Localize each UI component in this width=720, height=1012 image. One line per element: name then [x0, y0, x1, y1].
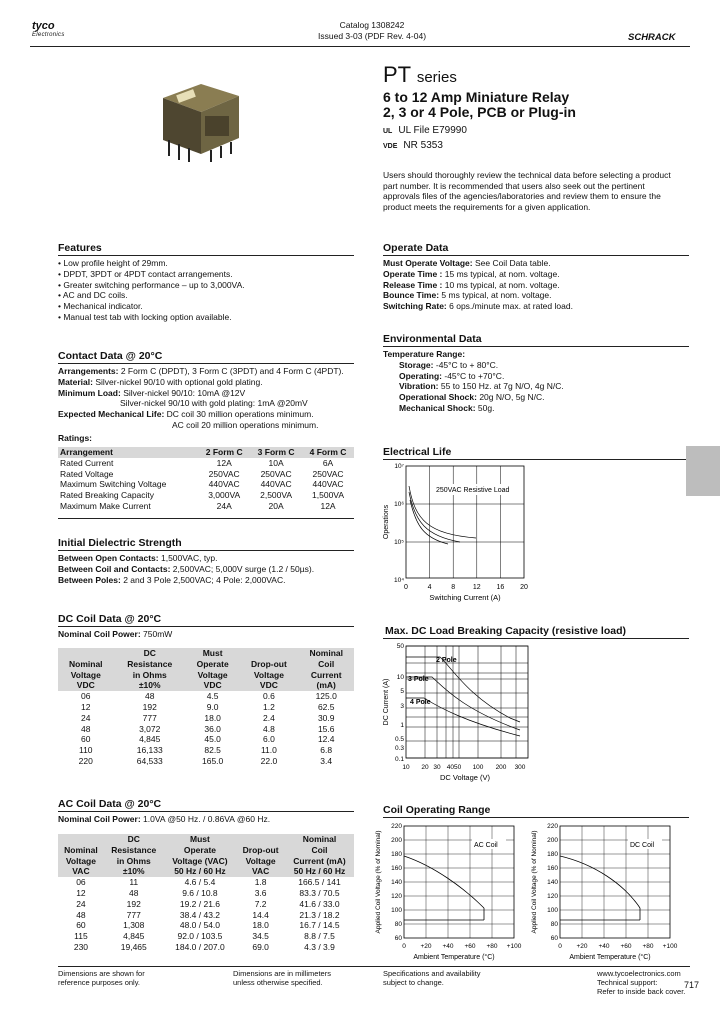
mdc-xtick: 10: [402, 764, 410, 771]
ratings-cell: Rated Current: [60, 457, 114, 468]
feature-item: • Mechanical indicator.: [58, 301, 354, 312]
dc_coil-cell: 62.5: [317, 701, 335, 712]
ratings-cell: 250VAC: [208, 468, 240, 479]
dc_coil-row: [58, 734, 354, 745]
ac_coil-cell: 11: [129, 877, 139, 888]
operate-body: [383, 258, 689, 312]
cr-xtick: +20: [420, 943, 432, 950]
el-xtick: 12: [472, 584, 481, 591]
el-xtick: 8: [451, 584, 456, 591]
cr-ytick: 120: [547, 893, 558, 900]
ratings-cell: 1,500VA: [312, 490, 345, 501]
ac_coil-cell: 38.4 / 43.2: [179, 909, 221, 920]
ul-file: UL UL File E79990: [383, 125, 467, 136]
intro-text: Users should thoroughly review the technical data before selecting a product part number. It is recommended that users also seek out the pertinent approvals files of the agencies/laboratories and review them to ensure the product meets the requirements for a given application.: [383, 170, 671, 212]
ac_coil-header: Must Operate Voltage (VAC) 50 Hz / 60 Hz: [164, 834, 237, 877]
mdc-xtick: 100: [472, 764, 484, 771]
dc_coil-cell: 60: [81, 734, 91, 745]
cr-xtick: +20: [576, 943, 588, 950]
section-tab: [686, 446, 720, 496]
logo-subtitle: Electronics: [32, 32, 65, 38]
footer-col1: Dimensions are shown for reference purposes only.: [58, 969, 145, 987]
mdc-ytick: 1: [400, 722, 404, 729]
ac-coil-table: [58, 834, 354, 953]
cr-ylabel: Applied Coil Voltage (% of Nominal): [531, 830, 538, 934]
cr-ytick: 100: [547, 907, 558, 914]
ac_coil-row: [58, 920, 354, 931]
ratings-cell: 12A: [320, 500, 336, 511]
dc_coil-cell: 18.0: [204, 712, 221, 723]
dc_coil-cell: 24: [81, 712, 91, 723]
mdc-ytick: 3: [400, 703, 404, 710]
ac_coil-cell: 83.3 / 70.5: [299, 887, 340, 898]
dc-coil-title: DC Coil Data @ 20°C: [58, 613, 162, 625]
footer-rule: [58, 966, 690, 967]
contact-rule: [58, 363, 354, 364]
dc_coil-cell: 36.0: [204, 723, 221, 734]
dc_coil-cell: 192: [142, 701, 157, 712]
ratings-cell: 250VAC: [260, 468, 292, 479]
ratings-cell: 440VAC: [208, 479, 240, 490]
ac_coil-cell: 24: [76, 898, 86, 909]
feature-item: • Manual test tab with locking option available.: [58, 312, 354, 323]
ac_coil-cell: 1.8: [254, 877, 267, 888]
dc_coil-cell: 3,072: [139, 723, 161, 734]
ac_coil-cell: 41.6 / 33.0: [299, 898, 340, 909]
environment-title: Environmental Data: [383, 333, 482, 345]
dc_coil-header: Must Operate Voltage VDC: [186, 648, 239, 691]
cr-ytick: 60: [550, 935, 558, 942]
mdc-ytick: 0.5: [394, 736, 404, 743]
page-number: 717: [684, 980, 700, 990]
contact-title: Contact Data @ 20°C: [58, 350, 163, 362]
ratings-cell: 12A: [216, 457, 232, 468]
cr-ytick: 140: [547, 879, 558, 886]
cr-ytick: 180: [547, 851, 558, 858]
dc_coil-cell: 4.8: [262, 723, 275, 734]
ac_coil-cell: 06: [76, 877, 86, 888]
dc_coil-cell: 82.5: [204, 745, 221, 756]
vde-icon: VDE: [383, 143, 398, 150]
dc_coil-cell: 15.6: [317, 723, 335, 734]
ac-coil-power: Nominal Coil Power: 1.0VA @50 Hz. / 0.86VA @60 Hz.: [58, 814, 271, 824]
ac_coil-cell: 4.6 / 5.4: [184, 877, 216, 888]
ac_coil-cell: 18.0: [252, 920, 269, 931]
dielectric-title: Initial Dielectric Strength: [58, 537, 182, 549]
ratings-cell: 10A: [268, 457, 284, 468]
catalog-info: Catalog 1308242 Issued 3-03 (PDF Rev. 4-04): [318, 20, 427, 41]
ac_coil-cell: 184.0 / 207.0: [175, 941, 225, 952]
dc_coil-cell: 22.0: [260, 755, 278, 766]
dc_coil-cell: 165.0: [202, 755, 224, 766]
feature-item: • DPDT, 3PDT or 4PDT contact arrangements.: [58, 269, 354, 280]
ac_coil-cell: 230: [73, 941, 89, 952]
dc_coil-cell: 16,133: [136, 745, 163, 756]
operate-row: Operate Time : 15 ms typical, at nom. voltage.: [383, 268, 560, 279]
ratings-cell: 440VAC: [312, 479, 344, 490]
dc_coil-cell: 48: [144, 691, 155, 702]
dc_coil-cell: 110: [78, 745, 93, 756]
ac_coil-row: [58, 931, 354, 942]
series-title: PT series: [383, 62, 457, 87]
dc-coil-power: Nominal Coil Power: 750mW: [58, 629, 173, 639]
ratings-header: 3 Form C: [250, 447, 302, 458]
ac_coil-cell: 115: [74, 931, 88, 942]
el-xtick: 4: [427, 584, 432, 591]
electrical-life-chart: [380, 460, 540, 605]
cr-ytick: 80: [394, 921, 402, 928]
cr-ytick: 160: [391, 865, 402, 872]
ratings-row: [58, 501, 354, 512]
dc-coil-range-chart: [531, 823, 678, 961]
ratings-row: [58, 490, 354, 501]
ac_coil-header: Drop-out Voltage VAC: [236, 834, 285, 877]
contact-body: Arrangements: 2 Form C (DPDT), 3 Form C (3PDT) and 4 Form C (4PDT). Material: Silver-nickel 90/10 with optional gold plating. Minimum Load: Silver-nickel 90/10: 10mA @12V Silver-nickel 90/10 with gold plating: 1mA @20mV Expected Mechanical Life: DC coil 30 million operations minimum. AC coil 20 million operations minimum. Ratings:: [58, 366, 344, 443]
max-dc-ylabel: DC Current (A): [383, 678, 390, 726]
dc_coil-cell: 30.9: [317, 712, 335, 723]
ratings-row: [58, 479, 354, 490]
dc_coil-cell: 6.0: [262, 734, 275, 745]
cr-ytick: 200: [391, 837, 402, 844]
ac_coil-header: Nominal Coil Current (mA) 50 Hz / 60 Hz: [285, 834, 354, 877]
cr-ylabel: Applied Coil Voltage (% of Nominal): [375, 830, 382, 934]
cr-ytick: 140: [391, 879, 402, 886]
dc_coil-cell: 3.4: [320, 755, 333, 766]
cr-ytick: 80: [550, 921, 558, 928]
cr-xtick: +40: [598, 943, 610, 950]
dc_coil-cell: 64,533: [136, 755, 163, 766]
ac_coil-cell: 4,845: [123, 931, 145, 942]
max-dc-xlabel: DC Voltage (V): [439, 773, 491, 782]
dc_coil-header: Drop-out Voltage VDC: [239, 648, 298, 691]
features-rule: [58, 255, 354, 256]
dc_coil-header: DC Resistance in Ohms ±10%: [114, 648, 186, 691]
footer-col4: www.tycoelectronics.com Technical support: Refer to inside back cover.: [597, 969, 686, 996]
dc_coil-header: Nominal Voltage VDC: [58, 648, 114, 691]
environment-row: Operating: -45°C to +70°C.: [399, 370, 505, 381]
ac_coil-cell: 60: [76, 920, 86, 931]
ac_coil-cell: 21.3 / 18.2: [299, 909, 340, 920]
cr-ytick: 220: [547, 823, 558, 830]
ac_coil-cell: 1,308: [123, 920, 145, 931]
environment-row: Mechanical Shock: 50g.: [399, 402, 495, 413]
ac-coil-title: AC Coil Data @ 20°C: [58, 798, 162, 810]
cr-label: AC Coil: [474, 842, 498, 849]
dc_coil-cell: 9.0: [206, 701, 219, 712]
ratings-cell: Maximum Switching Voltage: [60, 479, 167, 490]
dc_coil-row: [58, 691, 354, 702]
dielectric-rule: [58, 550, 354, 551]
cr-xlabel: Ambient Temperature (°C): [569, 954, 651, 961]
elec-life-annotation: 250VAC Resistive Load: [436, 487, 510, 494]
dc_coil-row: [58, 724, 354, 735]
ratings-header: Arrangement: [58, 447, 198, 458]
mdc-ytick: 0.1: [394, 756, 404, 763]
ac_coil-row: [58, 899, 354, 910]
ac-coil-rule: [58, 811, 354, 812]
ratings-cell: Rated Voltage: [60, 468, 114, 479]
dc_coil-cell: 12.4: [317, 734, 335, 745]
ac_coil-cell: 48: [76, 909, 86, 920]
ratings-cell: 24A: [216, 500, 232, 511]
cr-ytick: 100: [391, 907, 402, 914]
ac_coil-cell: 166.5 / 141: [298, 877, 341, 888]
ratings-cell: 20A: [268, 500, 284, 511]
elec-life-ylabel: Operations: [383, 504, 390, 540]
cr-xtick: 0: [402, 943, 406, 950]
ratings-row: [58, 469, 354, 480]
mdc-ytick: 50: [396, 643, 404, 650]
environment-row: Vibration: 55 to 150 Hz. at 7g N/O, 4g N/C.: [399, 381, 564, 392]
cr-xlabel: Ambient Temperature (°C): [413, 954, 495, 961]
ac_coil-cell: 4.3 / 3.9: [304, 941, 335, 952]
environment-row: Storage: -45°C to + 80°C.: [399, 359, 499, 370]
operate-row: Must Operate Voltage: See Coil Data table.: [383, 258, 551, 268]
ratings-cell: 3,000VA: [208, 490, 241, 501]
ac_coil-cell: 34.5: [252, 931, 269, 942]
el-xtick: 16: [496, 584, 505, 591]
operate-row: Switching Rate: 6 ops./minute max. at rated load.: [383, 301, 573, 312]
dc_coil-row: [58, 745, 354, 756]
dc_coil-cell: 1.2: [262, 701, 275, 712]
dc_coil-cell: 48: [81, 723, 91, 734]
ac_coil-cell: 192: [126, 898, 141, 909]
ac_coil-cell: 8.8 / 7.5: [304, 931, 335, 942]
ratings-cell: 2,500VA: [260, 490, 293, 501]
ac_coil-cell: 92.0 / 103.5: [177, 931, 223, 942]
ratings-cell: Rated Breaking Capacity: [60, 490, 155, 501]
cr-ytick: 220: [391, 823, 402, 830]
cr-ytick: 120: [391, 893, 402, 900]
dc_coil-cell: 12: [81, 701, 91, 712]
cr-xtick: 0: [558, 943, 562, 950]
coil-range-title: Coil Operating Range: [383, 804, 491, 816]
features-list: [58, 258, 354, 323]
ratings-cell: 250VAC: [312, 468, 344, 479]
schrack-brand: SCHRACK: [628, 32, 676, 43]
dc_coil-cell: 2.4: [262, 712, 275, 723]
dc_coil-row: [58, 713, 354, 724]
cr-xtick: +80: [486, 943, 498, 950]
ac_coil-cell: 19.2 / 21.6: [179, 898, 221, 909]
ac_coil-cell: 16.7 / 14.5: [299, 920, 340, 931]
ac_coil-cell: 7.2: [254, 898, 267, 909]
ratings-rule: [58, 518, 354, 519]
cr-ytick: 160: [547, 865, 558, 872]
ratings-header: 2 Form C: [198, 447, 250, 458]
mdc-xtick: 30: [433, 764, 441, 771]
ac_coil-row: [58, 942, 354, 953]
ac_coil-cell: 19,465: [120, 941, 147, 952]
ac_coil-cell: 9.6 / 10.8: [182, 887, 218, 898]
el-xtick: 20: [520, 584, 528, 591]
operate-rule: [383, 255, 689, 256]
cr-ytick: 180: [391, 851, 402, 858]
dc_coil-cell: 220: [78, 755, 93, 766]
tyco-logo: tyco Electronics: [32, 20, 65, 38]
cr-xtick: +100: [662, 943, 678, 950]
operate-title: Operate Data: [383, 242, 449, 254]
mdc-label-2pole: 2 Pole: [436, 657, 457, 664]
max-dc-title: Max. DC Load Breaking Capacity (resistive load): [385, 625, 626, 637]
el-ytick: 10⁴: [393, 577, 404, 584]
ratings-header: 4 Form C: [302, 447, 354, 458]
cr-xtick: +60: [620, 943, 632, 950]
environment-body: Temperature Range: Storage: -45°C to + 80°C. Operating: -45°C to +70°C. Vibration: 55 to 150 Hz. at 7g N/O, 4g N/C. Operational Shock: 20g N/O, 5g N/C. Mechanical Shock: 50g.: [383, 349, 689, 414]
dc_coil-cell: 6.8: [320, 745, 333, 756]
ac_coil-cell: 3.6: [254, 887, 267, 898]
nr-file: VDE NR 5353: [383, 140, 443, 151]
ratings-cell: 440VAC: [260, 479, 292, 490]
dc_coil-cell: 45.0: [204, 734, 221, 745]
max-dc-chart: [380, 640, 540, 785]
ac_coil-cell: 69.0: [252, 941, 269, 952]
header-rule: [30, 46, 690, 47]
dc_coil-row: [58, 702, 354, 713]
mdc-label-3pole: 3 Pole: [408, 676, 429, 683]
ul-icon: UL: [383, 128, 393, 135]
mdc-xtick: 20: [421, 764, 429, 771]
cr-label: DC Coil: [630, 842, 655, 849]
max-dc-rule: [383, 638, 689, 639]
ac_coil-row: [58, 877, 354, 888]
ratings-table: [58, 447, 354, 512]
footer-col2: Dimensions are in millimeters unless otherwise specified.: [233, 969, 331, 987]
mdc-ytick: 5: [400, 688, 404, 695]
mdc-xtick: 300: [514, 764, 526, 771]
dc_coil-cell: 0.6: [262, 691, 275, 702]
el-xtick: 0: [404, 584, 408, 591]
ac_coil-header: Nominal Voltage VAC: [58, 834, 104, 877]
environment-row: Operational Shock: 20g N/O, 5g N/C.: [399, 392, 545, 403]
cr-xtick: +100: [506, 943, 522, 950]
dc_coil-header: Nominal Coil Current (mA): [298, 648, 354, 691]
dielectric-body: Between Open Contacts: 1,500VAC, typ. Between Coil and Contacts: 2,500VAC; 5,000V surge (1.2 / 50µs). Between Poles: 2 and 3 Pole 2,500VAC; 4 Pole: 2,000VAC.: [58, 553, 315, 585]
mdc-ytick: 10: [396, 674, 404, 681]
dc_coil-cell: 06: [81, 691, 91, 702]
cr-ytick: 60: [394, 935, 402, 942]
operate-row: Bounce Time: 5 ms typical, at nom. voltage.: [383, 290, 552, 301]
mdc-xtick: 4050: [446, 764, 462, 771]
dc_coil-cell: 777: [142, 712, 157, 723]
footer-col3: Specifications and availability subject to change.: [383, 969, 481, 987]
feature-item: • Low profile height of 29mm.: [58, 258, 354, 269]
mdc-xtick: 200: [495, 764, 507, 771]
cr-xtick: +60: [464, 943, 476, 950]
cr-ytick: 200: [547, 837, 558, 844]
ac-coil-range-chart: [375, 823, 522, 961]
ac_coil-cell: 48: [129, 887, 139, 898]
environment-rule: [383, 346, 689, 347]
dc_coil-cell: 4,845: [139, 734, 161, 745]
website-link[interactable]: www.tycoelectronics.com: [597, 969, 681, 978]
dc_coil-cell: 4.5: [206, 691, 219, 702]
product-subtitle: 6 to 12 Amp Miniature Relay 2, 3 or 4 Pole, PCB or Plug-in: [383, 89, 576, 120]
ac_coil-row: [58, 888, 354, 899]
ac_coil-row: [58, 910, 354, 921]
coil-range-rule: [383, 817, 689, 818]
ac_coil-cell: 12: [76, 887, 86, 898]
ac_coil-cell: 48.0 / 54.0: [179, 920, 221, 931]
elec-life-title: Electrical Life: [383, 446, 452, 458]
ac_coil-cell: 777: [126, 909, 141, 920]
features-title: Features: [58, 242, 102, 254]
feature-item: • Greater switching performance – up to 3,000VA.: [58, 280, 354, 291]
mdc-ytick: 0.3: [394, 745, 404, 752]
el-ytick: 10⁶: [394, 501, 404, 508]
cr-xtick: +40: [442, 943, 454, 950]
ac_coil-header: DC Resistance in Ohms ±10%: [104, 834, 164, 877]
mdc-label-4pole: 4 Pole: [410, 699, 431, 706]
relay-photo: [155, 76, 245, 164]
dc-coil-rule: [58, 626, 354, 627]
dc_coil-cell: 125.0: [315, 691, 337, 702]
ratings-cell: Maximum Make Current: [60, 500, 151, 511]
cr-xtick: +80: [642, 943, 654, 950]
elec-life-xlabel: Switching Current (A): [429, 593, 501, 602]
ratings-row: [58, 458, 354, 469]
ac_coil-cell: 14.4: [252, 909, 269, 920]
elec-life-frame: [406, 466, 524, 578]
el-ytick: 10⁵: [394, 539, 404, 546]
el-ytick: 10⁷: [394, 463, 404, 470]
feature-item: • AC and DC coils.: [58, 290, 354, 301]
dc-coil-table: [58, 648, 354, 767]
coil-range-charts: [374, 820, 690, 965]
dc_coil-row: [58, 756, 354, 767]
dc_coil-cell: 11.0: [260, 745, 277, 756]
ratings-cell: 6A: [322, 457, 334, 468]
operate-row: Release Time : 10 ms typical, at nom. voltage.: [383, 279, 560, 290]
